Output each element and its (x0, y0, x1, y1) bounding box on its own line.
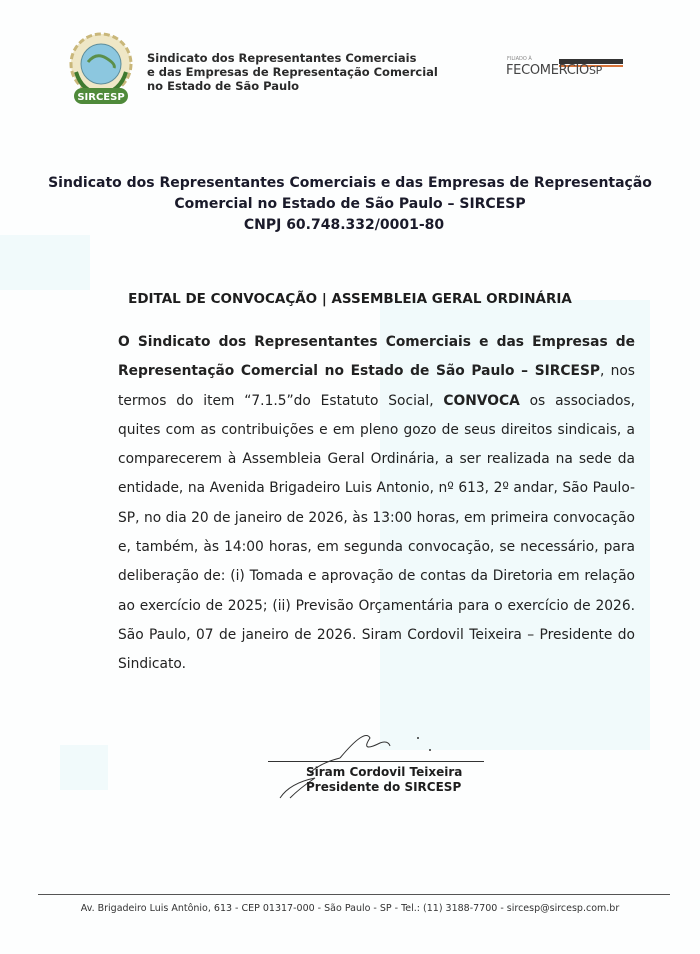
scan-artifact (60, 745, 108, 790)
convocation-text (118, 328, 635, 680)
footer-divider (38, 894, 670, 895)
affiliation-label: FILIADO À (507, 56, 532, 62)
footer-address: Av. Brigadeiro Luis Antônio, 613 - CEP 01317-000 - São Paulo - SP - Tel.: (11) 3188-7700 - sircesp@sircesp.com.br (80, 903, 620, 914)
edital-heading: EDITAL DE CONVOCAÇÃO | ASSEMBLEIA GERAL ORDINÁRIA (128, 291, 572, 307)
fecomercio-suffix: SP (588, 64, 602, 77)
cnpj: CNPJ 60.748.332/0001-80 (243, 217, 445, 233)
fecomercio-name: FECOMERCIO (506, 63, 589, 78)
org-line: e das Empresas de Representação Comercial (147, 65, 438, 79)
org-line: no Estado de São Paulo (147, 79, 300, 93)
handwritten-signature (270, 718, 470, 808)
organization-name (147, 51, 438, 93)
fecomercio-logo (506, 63, 602, 78)
title-line: Comercial no Estado de São Paulo – SIRCESP (174, 196, 526, 212)
body-bold: O Sindicato dos Representantes Comerciais e das Empresas de Representação Comercial no Estado de São Paulo – SIRCESP (118, 334, 635, 380)
org-line: Sindicato dos Representantes Comerciais (147, 51, 417, 65)
body-bold: CONVOCA (443, 392, 520, 409)
scan-artifact (0, 235, 90, 290)
signatory-role: Presidente do SIRCESP (306, 780, 462, 794)
svg-text:SIRCESP: SIRCESP (77, 92, 125, 103)
document-title (0, 173, 700, 236)
signature-line (268, 761, 484, 762)
title-line: Sindicato dos Representantes Comerciais e das Empresas de Representação (48, 175, 652, 191)
body-text: , nos termos do item “7.1.5”do Estatuto Social, (118, 363, 635, 409)
signatory-name: Siram Cordovil Teixeira (306, 765, 463, 779)
body-text: os associados, quites com as contribuições e em pleno gozo de seus direitos sindicais, a comparecerem à Assembleia Geral Ordinária, a ser realizada na sede da entidade, na Avenida Brigadeiro Luis Antonio, nº 613, 2º andar, São Paulo-SP, no dia 20 de janeiro de 2026, às 13:00 horas, em primeira convocação e, também, às 14:00 horas, em segunda convocação, se necessário, para deliberação de: (i) Tomada e aprovação de contas da Diretoria em relação ao exercício de 2025; (ii) Previsão Orçamentária para o exercício de 2026. São Paulo, 07 de janeiro de 2026. Siram Cordovil Teixeira – Presidente do Sindicato. (118, 392, 635, 673)
sircesp-logo (68, 32, 134, 108)
